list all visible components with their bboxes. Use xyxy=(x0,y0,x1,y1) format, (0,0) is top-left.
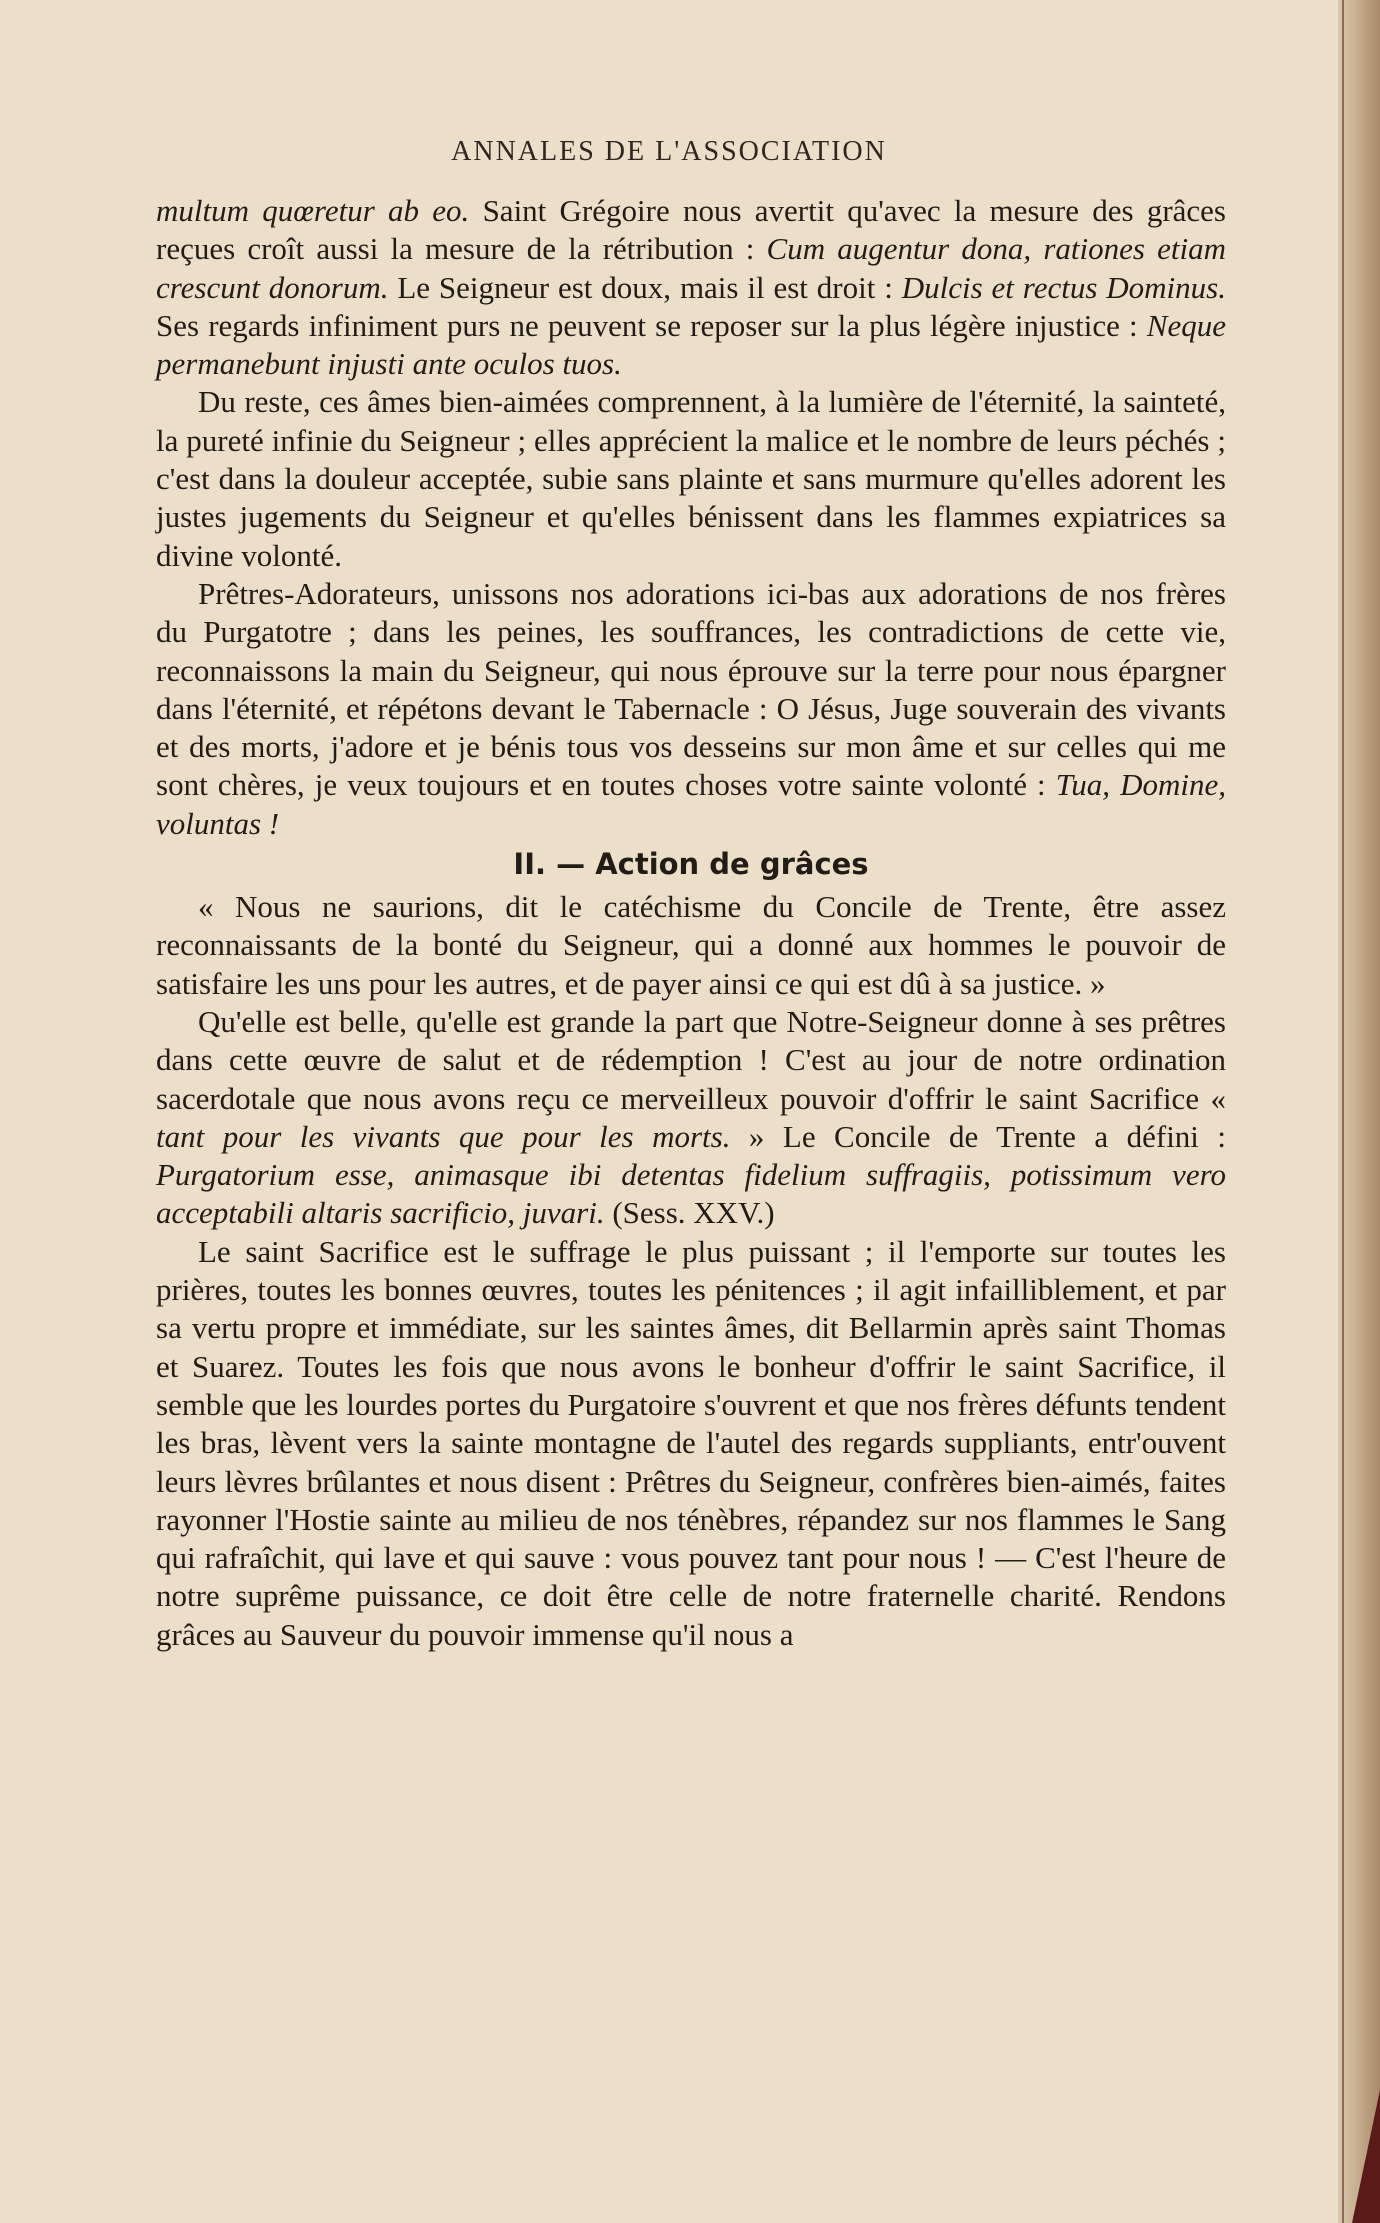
body-text xyxy=(156,192,1226,1654)
page-edge xyxy=(1338,0,1380,2223)
paragraph xyxy=(156,575,1226,843)
latin-quote: Cum augentur dona, rationes etiam crescunt donorum. xyxy=(156,231,1226,305)
latin-quote: Tua, Domine, voluntas ! xyxy=(156,767,1227,841)
corner-ribbon xyxy=(1352,2090,1380,2223)
paragraph xyxy=(156,383,1226,574)
text-run: Ses regards infiniment purs ne peuvent se reposer sur la plus légère injustice : xyxy=(156,307,1147,343)
text-run: Prêtres-Adorateurs, unissons nos adorations ici-bas aux adorations de nos frères du Purgatotre ; dans les peines, les souffrances, les contradictions de cette vie, reconnaissons la main du Seigneur, qui nous éprouve sur la terre pour nous épargner dans l'éternité, et répétons devant le Tabernacle : O Jésus, Juge souverain des vivants et des morts, j'adore et je bénis tous vos desseins sur mon âme et sur celles qui me sont chères, je veux toujours et en toutes choses votre sainte volonté : xyxy=(156,575,1226,803)
text-run: Saint Grégoire nous avertit qu'avec la mesure des grâces reçues croît aussi la mesure de la rétribution : xyxy=(156,193,1226,267)
binding-line xyxy=(1342,0,1344,2223)
text-run: Le saint Sacrifice est le suffrage le plus puissant ; il l'emporte sur toutes les prières, toutes les bonnes œuvres, toutes les pénitences ; il agit infailliblement, et par sa vertu propre et immédiate, sur les saintes âmes, dit Bellarmin après saint Thomas et Suarez. Toutes les fois que nous avons le bonheur d'offrir le saint Sacrifice, il semble que les lourdes portes du Purgatoire s'ouvrent et que nos frères défunts tendent les bras, lèvent vers la sainte montagne de l'autel des regards suppliants, entr'ouvent leurs lèvres brûlantes et nous disent : Prêtres du Seigneur, confrères bien-aimés, faites rayonner l'Hostie sainte au milieu de nos ténèbres, répandez sur nos flammes le Sang qui rafraîchit, qui lave et qui sauve : vous pouvez tant pour nous ! — C'est l'heure de notre suprême puissance, ce doit être celle de notre fraternelle charité. Rendons grâces au Sauveur du pouvoir immense qu'il nous a xyxy=(156,1233,1226,1652)
text-run: « Nous ne saurions, dit le catéchisme du Concile de Trente, être assez reconnaissants de la bonté du Seigneur, qui a donné aux hommes le pouvoir de satisfaire les uns pour les autres, et de payer ainsi ce qui est dû à sa justice. » xyxy=(156,889,1226,1001)
paragraph xyxy=(156,192,1226,383)
paragraph xyxy=(156,1003,1226,1233)
latin-quote: tant pour les vivants que pour les morts. xyxy=(156,1118,731,1154)
section-title: II. — Action de grâces xyxy=(513,847,869,882)
latin-quote: Dulcis et rectus Dominus. xyxy=(901,269,1226,305)
latin-quote: Neque permanebunt injusti ante oculos tuos. xyxy=(156,307,1226,382)
paragraph xyxy=(156,1233,1226,1654)
latin-quote: Purgatorium esse, animasque ibi detentas fidelium suffragiis, potissimum vero acceptabili altaris sacrificio, juvari. xyxy=(156,1157,1226,1231)
running-head: ANNALES DE L'ASSOCIATION xyxy=(451,136,887,167)
text-run: » Le Concile de Trente a défini : xyxy=(730,1118,1226,1154)
paragraph xyxy=(156,888,1226,1003)
text-run: Le Seigneur est doux, mais il est droit : xyxy=(388,269,902,305)
text-run: (Sess. XXV.) xyxy=(604,1195,775,1231)
text-run: Qu'elle est belle, qu'elle est grande la part que Notre-Seigneur donne à ses prêtres dans cette œuvre de salut et de rédemption ! C'est au jour de notre ordination sacerdotale que nous avons reçu ce merveilleux pouvoir d'offrir le saint Sacrifice « xyxy=(156,1003,1226,1116)
text-run: Du reste, ces âmes bien-aimées comprennent, à la lumière de l'éternité, la sainteté, la pureté infinie du Seigneur ; elles apprécient la malice et le nombre de leurs péchés ; c'est dans la douleur acceptée, subie sans plainte et sans murmure qu'elles adorent les justes jugements du Seigneur et qu'elles bénissent dans les flammes expiatrices sa divine volonté. xyxy=(156,384,1226,573)
latin-quote: multum quœretur ab eo. xyxy=(156,193,470,228)
